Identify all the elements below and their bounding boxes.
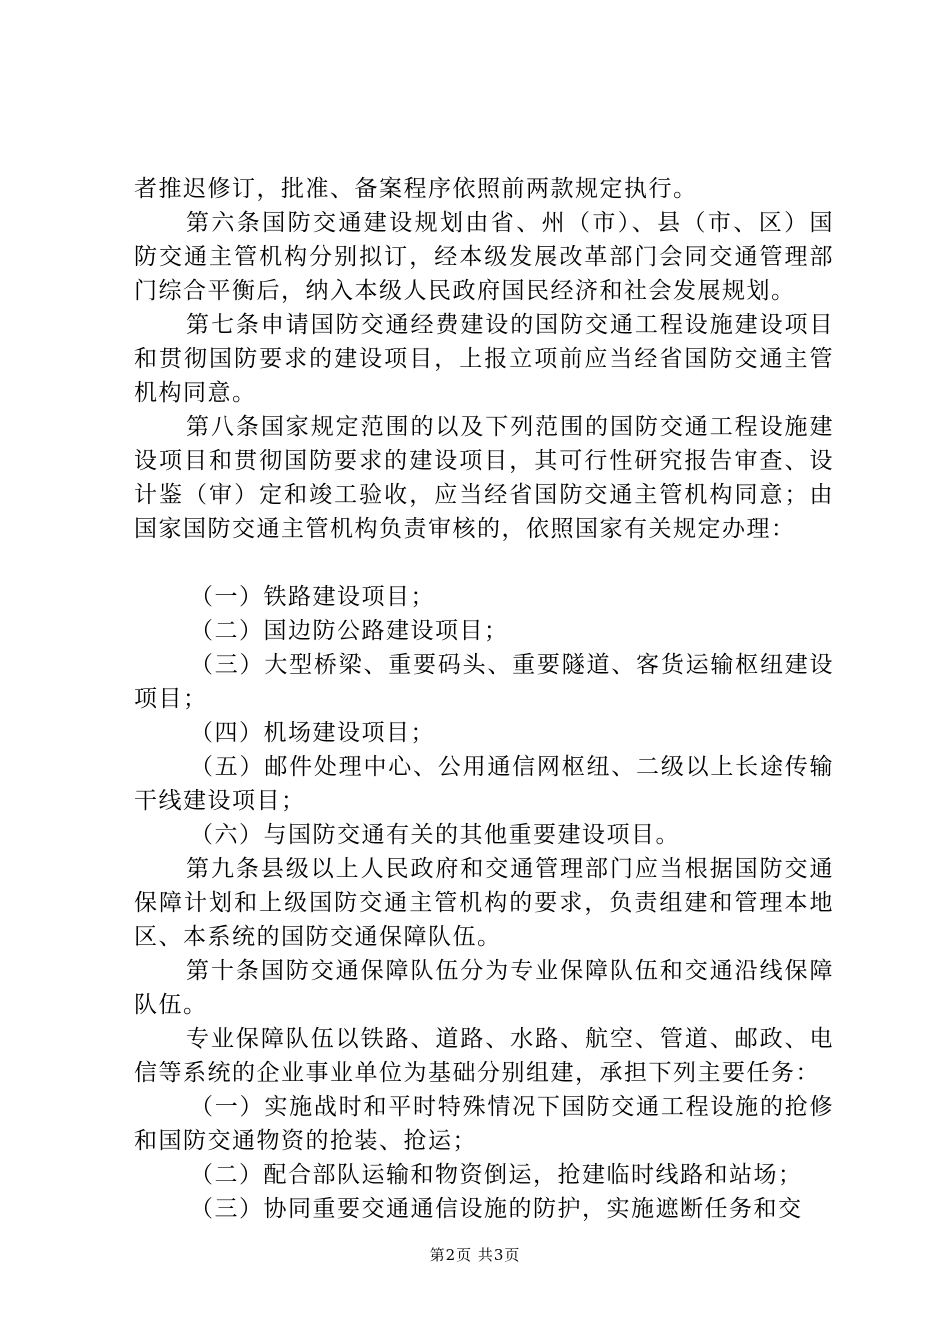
list-item: （四）机场建设项目； [190,720,435,746]
article-8-paragraph: 第八条国家规定范围的以及下列范围的国防交通工程设施建设项目和贯彻国防要求的建设项目，其可行性研究报告审查、设计鉴（审）定和竣工验收，应当经省国防交通主管机构同意；由国家国防交通主管机构负责审核的，依照国家有关规定办理： [134,414,834,542]
list-item: （二）国边防公路建设项目； [190,618,509,644]
paragraph-continuation: 者推迟修订，批准、备案程序依照前两款规定执行。 [134,176,698,202]
list-item: （三）协同重要交通通信设施的防护，实施遮断任务和交 [190,1196,803,1222]
article-9-paragraph: 第九条县级以上人民政府和交通管理部门应当根据国防交通保障计划和上级国防交通主管机构的要求，负责组建和管理本地区、本系统的国防交通保障队伍。 [134,856,834,950]
list-item: （二）配合部队运输和物资倒运，抢建临时线路和站场； [190,1162,803,1188]
professional-team-paragraph: 专业保障队伍以铁路、道路、水路、航空、管道、邮政、电信等系统的企业事业单位为基础分别组建，承担下列主要任务： [134,1026,834,1086]
paragraph-gap [134,546,834,580]
list-item: （六）与国防交通有关的其他重要建设项目。 [190,822,680,848]
article-7-paragraph: 第七条申请国防交通经费建设的国防交通工程设施建设项目和贯彻国防要求的建设项目，上报立项前应当经省国防交通主管机构同意。 [134,312,834,406]
list-item: （一）铁路建设项目； [190,584,435,610]
page-number-footer: 第2页 共3页 [429,1246,521,1264]
list-item: （一）实施战时和平时特殊情况下国防交通工程设施的抢修和国防交通物资的抢装、抢运； [134,1094,834,1154]
article-6-paragraph: 第六条国防交通建设规划由省、州（市）、县（市、区）国防交通主管机构分别拟订，经本级发展改革部门会同交通管理部门综合平衡后，纳入本级人民政府国民经济和社会发展规划。 [134,210,834,304]
list-item: （五）邮件处理中心、公用通信网枢纽、二级以上长途传输干线建设项目； [134,754,834,814]
list-item: （三）大型桥梁、重要码头、重要隧道、客货运输枢纽建设项目； [134,652,834,712]
document-body [134,172,834,1226]
article-10-paragraph: 第十条国防交通保障队伍分为专业保障队伍和交通沿线保障队伍。 [134,958,834,1018]
